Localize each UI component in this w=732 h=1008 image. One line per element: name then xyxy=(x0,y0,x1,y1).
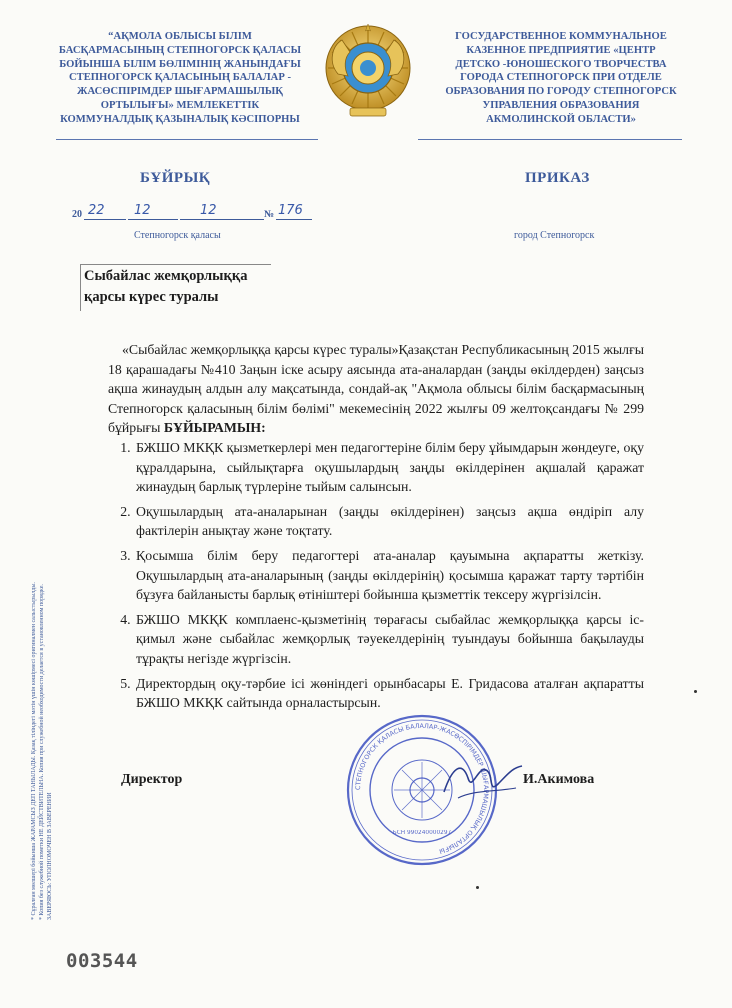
header-ru-line: ОБРАЗОВАНИЯ ПО ГОРОДУ СТЕПНОГОРСК xyxy=(445,86,677,98)
header-kz-line: ОРТЫЛЫҒЫ» МЕМЛЕКЕТТІК xyxy=(100,99,260,111)
doc-title-ru: ПРИКАЗ xyxy=(525,170,590,186)
header-org-ru xyxy=(426,30,696,127)
header-kz-line: СТЕПНОГОРСК ҚАЛАСЫНЫҢ БАЛАЛАР - xyxy=(69,72,291,84)
seal-outer-text-path: СТЕПНОГОРСК ҚАЛАСЫ БАЛАЛАР-ЖАСӨСПІРІМДЕР ШЫҒАРМАШЫЛЫҚ ОРТАЛЫҒЫ xyxy=(353,721,491,856)
number-label: № xyxy=(264,209,275,220)
day-underline xyxy=(180,219,264,220)
header-kz-line: КОММУНАЛДЫҚ ҚАЗЫНАЛЫҚ КӘСІПОРНЫ xyxy=(60,113,300,125)
side-note-line: * Сұралған мөлшері бойынша ЖАРАМСЫЗ ДЕП ТАНЫЛАДЫ. Қазақ тіліндегі мәтін үшін көшірмесі оригиналмен салыстырылды. xyxy=(31,582,37,920)
order-item: 3. Қосымша білім беру педагогтері ата-аналар қауымына ақпаратты жеткізу. Оқушылардың ата-аналарының (заңды өкілдерінің) қосымша қаражат тарту тәртібін бұзуға байланысты барлық өтініштері бойынша қызметтік тексеру жүргізілсін. xyxy=(134,546,644,605)
header-kz-line: БОЙЫНША БІЛІМ БӨЛІМІНІҢ ЖАНЫНДАҒЫ xyxy=(59,58,301,70)
seal-bin: БСН 990240000297 xyxy=(392,830,452,836)
subject-line: Сыбайлас жемқорлыққа xyxy=(84,268,248,284)
order-item: 5. Директордың оқу-тәрбие ісі жөніндегі орынбасары Е. Гридасова аталған ақпаратты БЖШО МКҚК сайтында орналастырсын. xyxy=(134,674,644,713)
preamble-text: «Сыбайлас жемқорлыққа қарсы күрес туралы»Қазақстан Республикасының 2015 жылғы 18 қарашадағы №410 Заңын іске асыру аясында ата-аналардан (заңды өкілдерден) заңсыз ақша жинаудың алдын алу мақсатында, сондай-ақ "Ақмола облысы білім басқармасының Степногорск қаласының білім бөлімі" мекемесінің 2022 жылғы 09 желтоқсандағы № 299 бұйрығы xyxy=(108,342,644,436)
header-divider-right xyxy=(418,139,682,140)
ink-speck xyxy=(476,886,479,889)
city-ru: город Степногорск xyxy=(514,230,595,241)
order-subject xyxy=(84,266,247,308)
doc-title-kz: БҰЙРЫҚ xyxy=(140,170,211,186)
header-ru-line: ГОРОДА СТЕПНОГОРСК ПРИ ОТДЕЛЕ xyxy=(460,72,662,84)
header-kz-line: “АҚМОЛА ОБЛЫСЫ БІЛІМ xyxy=(108,31,252,42)
year-prefix: 20 xyxy=(72,209,82,220)
header-ru-line: ДЕТСКО -ЮНОШЕСКОГО ТВОРЧЕСТВА xyxy=(455,58,667,70)
handwritten-month: 12 xyxy=(134,203,151,218)
handwritten-signature xyxy=(438,748,528,808)
kazakhstan-state-emblem-icon xyxy=(322,22,414,122)
order-item: 4. БЖШО МКҚК комплаенс-қызметінің төрағасы сыбайлас жемқорлыққа қарсы іс-қимыл және сыбайлас жемқорлық тәуекелдерінің туындауы бойынша бақылауды тұрақты негізде жүргізсін. xyxy=(134,610,644,669)
ink-speck xyxy=(694,690,697,693)
handwritten-day: 12 xyxy=(200,203,217,218)
order-directive: БҰЙЫРАМЫН: xyxy=(163,420,266,436)
order-item: 1. БЖШО МКҚК қызметкерлері мен педагогтеріне білім беру ұйымдарын жөндеуге, оқу құралдарына, сыйлықтарға оқушылардың заңды өкілдерінен ақшалай қаражат жинаудың барлық түрлеріне тыйым салынсын. xyxy=(134,438,644,497)
header-kz-line: БАСҚАРМАСЫНЫҢ СТЕПНОГОРСК ҚАЛАСЫ xyxy=(58,44,302,56)
side-note-line: ЗАВЕРЯЮСЬ: УПОЛНОМОЧЕН В ЗАВЕРЕНИИ xyxy=(47,792,53,920)
order-preamble xyxy=(108,340,644,438)
form-serial-number: 003544 xyxy=(66,950,138,972)
subject-line: қарсы күрес туралы xyxy=(84,289,219,305)
month-underline xyxy=(128,219,178,220)
date-number-line xyxy=(72,203,332,223)
order-body xyxy=(108,340,644,718)
header-divider-left xyxy=(56,139,318,140)
handwritten-number: 176 xyxy=(278,203,303,218)
city-kz: Степногорск қаласы xyxy=(134,230,221,241)
number-underline xyxy=(276,219,312,220)
header-org-kz xyxy=(42,30,318,127)
header-ru-line: УПРАВЛЕНИЯ ОБРАЗОВАНИЯ xyxy=(482,99,640,111)
side-certification-note xyxy=(30,450,54,920)
header-kz-line: ЖАСӨСПІРІМДЕР ШЫҒАРМАШЫЛЫҚ xyxy=(77,86,283,98)
handwritten-year: 22 xyxy=(88,203,105,218)
order-item: 2. Оқушылардың ата-аналарынан (заңды өкілдерінен) заңсыз ақша өндіріп алу фактілерін анықтау және тоқтату. xyxy=(134,502,644,541)
year-underline xyxy=(84,219,126,220)
signatory-name: И.Акимова xyxy=(523,772,595,787)
header-ru-line: АКМОЛИНСКОЙ ОБЛАСТИ» xyxy=(486,113,636,125)
order-items xyxy=(108,438,644,713)
header-ru-line: ГОСУДАРСТВЕННОЕ КОММУНАЛЬНОЕ xyxy=(455,31,667,42)
side-note-line: * Копия без служебной пометки НЕ ДЕЙСТВИТЕЛЬНА. Копия при служебной необходимости делается в установленном порядке. xyxy=(39,584,45,920)
header-ru-line: КАЗЕННОЕ ПРЕДПРИЯТИЕ «ЦЕНТР xyxy=(466,44,656,56)
signatory-position: Директор xyxy=(121,772,183,787)
